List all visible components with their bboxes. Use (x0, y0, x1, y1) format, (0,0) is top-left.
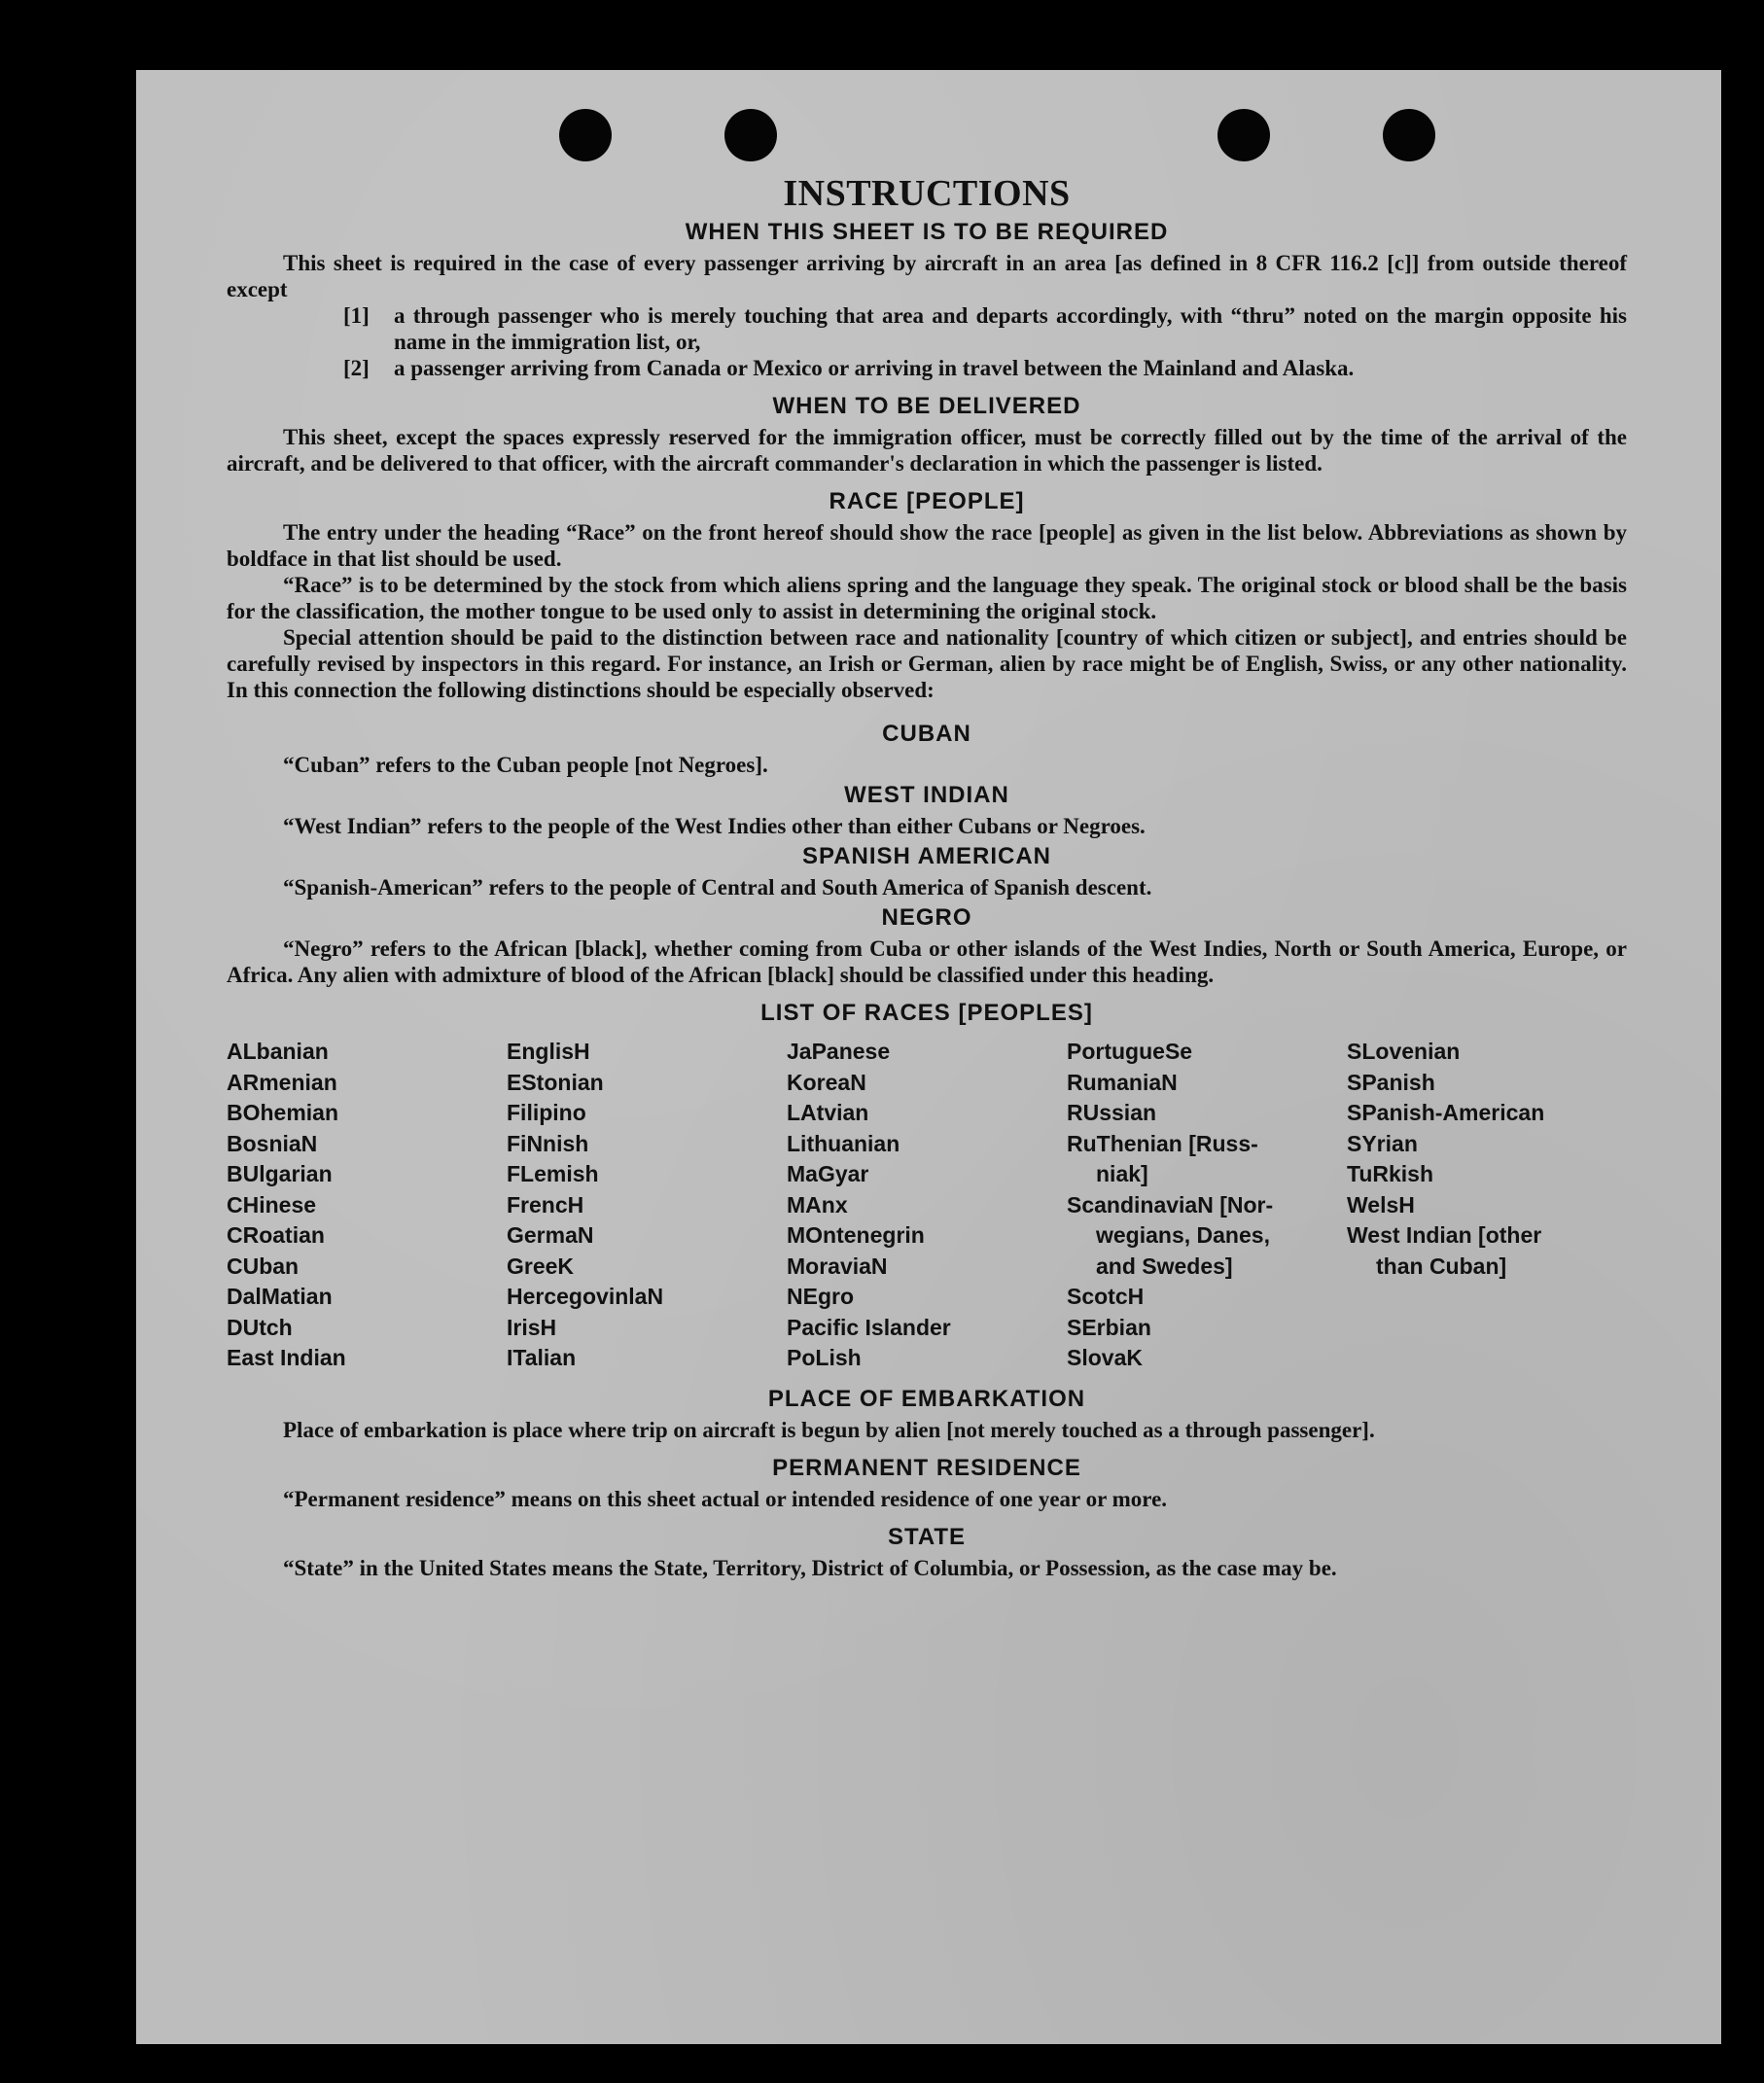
race-item: JaPanese (787, 1039, 891, 1064)
race-item: ITalian (507, 1345, 577, 1370)
race-item: DalMatian (227, 1284, 333, 1309)
race-item: RUssian (1067, 1100, 1157, 1125)
race-item: SLovenian (1347, 1039, 1461, 1064)
race-item: DUtch (227, 1314, 293, 1340)
race-item: ScandinaviaN [Nor- (1067, 1191, 1274, 1218)
section-heading: RACE [PEOPLE] (829, 488, 1025, 514)
race-item: RuThenian [Russ- (1067, 1130, 1258, 1156)
race-item: FLemish (507, 1161, 599, 1186)
race-item: GermaN (507, 1222, 594, 1248)
race-column (787, 1037, 1067, 1374)
race-item: wegians, Danes, (1096, 1222, 1270, 1248)
race-item: West Indian [other (1347, 1222, 1542, 1248)
race-item: BosniaN (227, 1130, 318, 1156)
section-heading: PERMANENT RESIDENCE (772, 1454, 1081, 1481)
race-item: SYrian (1347, 1130, 1418, 1156)
item-number: [1] (343, 303, 370, 328)
race-item: Lithuanian (787, 1130, 900, 1156)
race-column (1347, 1037, 1627, 1374)
paragraph: The entry under the heading “Race” on the front hereof should show the race [people] as given in the list below. Abbreviations as shown by boldface in that list should be used. (227, 520, 1627, 571)
paragraph: “Cuban” refers to the Cuban people [not Negroes]. (283, 753, 768, 777)
race-item: WelsH (1347, 1191, 1415, 1218)
page-title: INSTRUCTIONS (783, 173, 1071, 214)
race-item: MAnx (787, 1191, 848, 1218)
punch-hole (724, 109, 777, 161)
list-item (343, 355, 1627, 381)
race-item: TuRkish (1347, 1161, 1434, 1186)
race-item: Pacific Islander (787, 1314, 951, 1340)
race-item: than Cuban] (1376, 1253, 1507, 1279)
race-item: EStonian (507, 1069, 604, 1095)
item-number: [2] (343, 356, 370, 380)
section-heading: WEST INDIAN (844, 782, 1009, 808)
race-item: HercegovinlaN (507, 1284, 664, 1309)
race-item: GreeK (507, 1253, 575, 1279)
instructions-content (227, 172, 1627, 1581)
race-item: FrencH (507, 1191, 584, 1218)
section-heading: SPANISH AMERICAN (801, 843, 1051, 869)
paragraph: Place of embarkation is place where trip on aircraft is begun by alien [not merely touched as a through passenger]. (283, 1417, 1375, 1442)
section-heading: LIST OF RACES [PEOPLES] (760, 1000, 1093, 1026)
race-item: NEgro (787, 1284, 854, 1309)
paragraph: “Negro” refers to the African [black], whether coming from Cuba or other islands of the West Indies, North or South America, Europe, or Africa. Any alien with admixture of blood of the African [black] should be classified under this heading. (227, 936, 1627, 987)
race-item: CRoatian (227, 1222, 325, 1248)
paragraph: This sheet, except the spaces expressly reserved for the immigration officer, must be correctly filled out by the time of the arrival of the aircraft, and be delivered to that officer, with the aircraft commander's declaration in which the passenger is listed. (227, 425, 1627, 476)
list-item (343, 302, 1627, 355)
item-text: a passenger arriving from Canada or Mexico or arriving in travel between the Mainland and Alaska. (394, 356, 1355, 380)
race-item: LAtvian (787, 1100, 869, 1125)
race-item: SPanish-American (1347, 1100, 1545, 1125)
race-column (507, 1037, 787, 1374)
race-item: IrisH (507, 1314, 557, 1340)
paragraph: “Race” is to be determined by the stock from which aliens spring and the language they speak. The original stock or blood shall be the basis for the classification, the mother tongue to be used only to assist in determining the original stock. (227, 573, 1627, 623)
paragraph: Special attention should be paid to the distinction between race and nationality [country of which citizen or subject], and entries should be carefully revised by inspectors in this regard. For instance, an Irish or German, alien by race might be of English, Swiss, or any other nationality. In this connection the following distinctions should be especially observed: (227, 625, 1627, 702)
race-item: CUban (227, 1253, 300, 1279)
race-item: MaGyar (787, 1161, 869, 1186)
race-column (227, 1037, 507, 1374)
race-item: East Indian (227, 1345, 346, 1370)
race-item: ALbanian (227, 1039, 329, 1064)
race-item: BUlgarian (227, 1161, 333, 1186)
race-item: EnglisH (507, 1039, 590, 1064)
punch-hole (1217, 109, 1270, 161)
section-heading: NEGRO (881, 904, 972, 931)
paragraph: This sheet is required in the case of every passenger arriving by aircraft in an area [as defined in 8 CFR 116.2 [c]] from outside thereof except (227, 251, 1627, 301)
section-heading: WHEN THIS SHEET IS TO BE REQUIRED (685, 219, 1169, 245)
item-text: a through passenger who is merely touching that area and departs accordingly, with “thru” noted on the margin opposite his name in the immigration list, or, (394, 303, 1627, 354)
race-item: CHinese (227, 1191, 317, 1218)
race-item: ARmenian (227, 1069, 337, 1095)
paragraph: “State” in the United States means the State, Territory, District of Columbia, or Possession, as the case may be. (283, 1555, 1337, 1580)
paragraph: “West Indian” refers to the people of the West Indies other than either Cubans or Negroes. (283, 814, 1146, 838)
section-heading: WHEN TO BE DELIVERED (772, 393, 1081, 419)
race-item: FiNnish (507, 1130, 589, 1156)
race-item: niak] (1096, 1161, 1148, 1186)
race-item: PortugueSe (1067, 1039, 1193, 1064)
race-item: SPanish (1347, 1069, 1435, 1095)
paragraph: “Permanent residence” means on this sheet actual or intended residence of one year or more. (283, 1486, 1168, 1511)
race-item: PoLish (787, 1345, 862, 1370)
race-item: MoraviaN (787, 1253, 888, 1279)
document-sheet (136, 70, 1721, 2044)
punch-hole (559, 109, 612, 161)
race-column (1067, 1037, 1347, 1374)
race-item: ScotcH (1067, 1284, 1145, 1309)
section-heading: STATE (887, 1523, 967, 1550)
race-item: SErbian (1067, 1314, 1151, 1340)
race-item: BOhemian (227, 1100, 339, 1125)
race-item: Filipino (507, 1100, 586, 1125)
race-item: SlovaK (1067, 1345, 1143, 1370)
section-heading: CUBAN (882, 721, 971, 747)
race-item: MOntenegrin (787, 1222, 925, 1248)
race-list (227, 1037, 1627, 1374)
race-item: RumaniaN (1067, 1069, 1178, 1095)
section-heading: PLACE OF EMBARKATION (767, 1385, 1086, 1412)
race-item: KoreaN (787, 1069, 866, 1095)
paragraph: “Spanish-American” refers to the people of Central and South America of Spanish descent. (283, 875, 1152, 900)
race-item: and Swedes] (1096, 1253, 1233, 1279)
punch-hole (1383, 109, 1435, 161)
